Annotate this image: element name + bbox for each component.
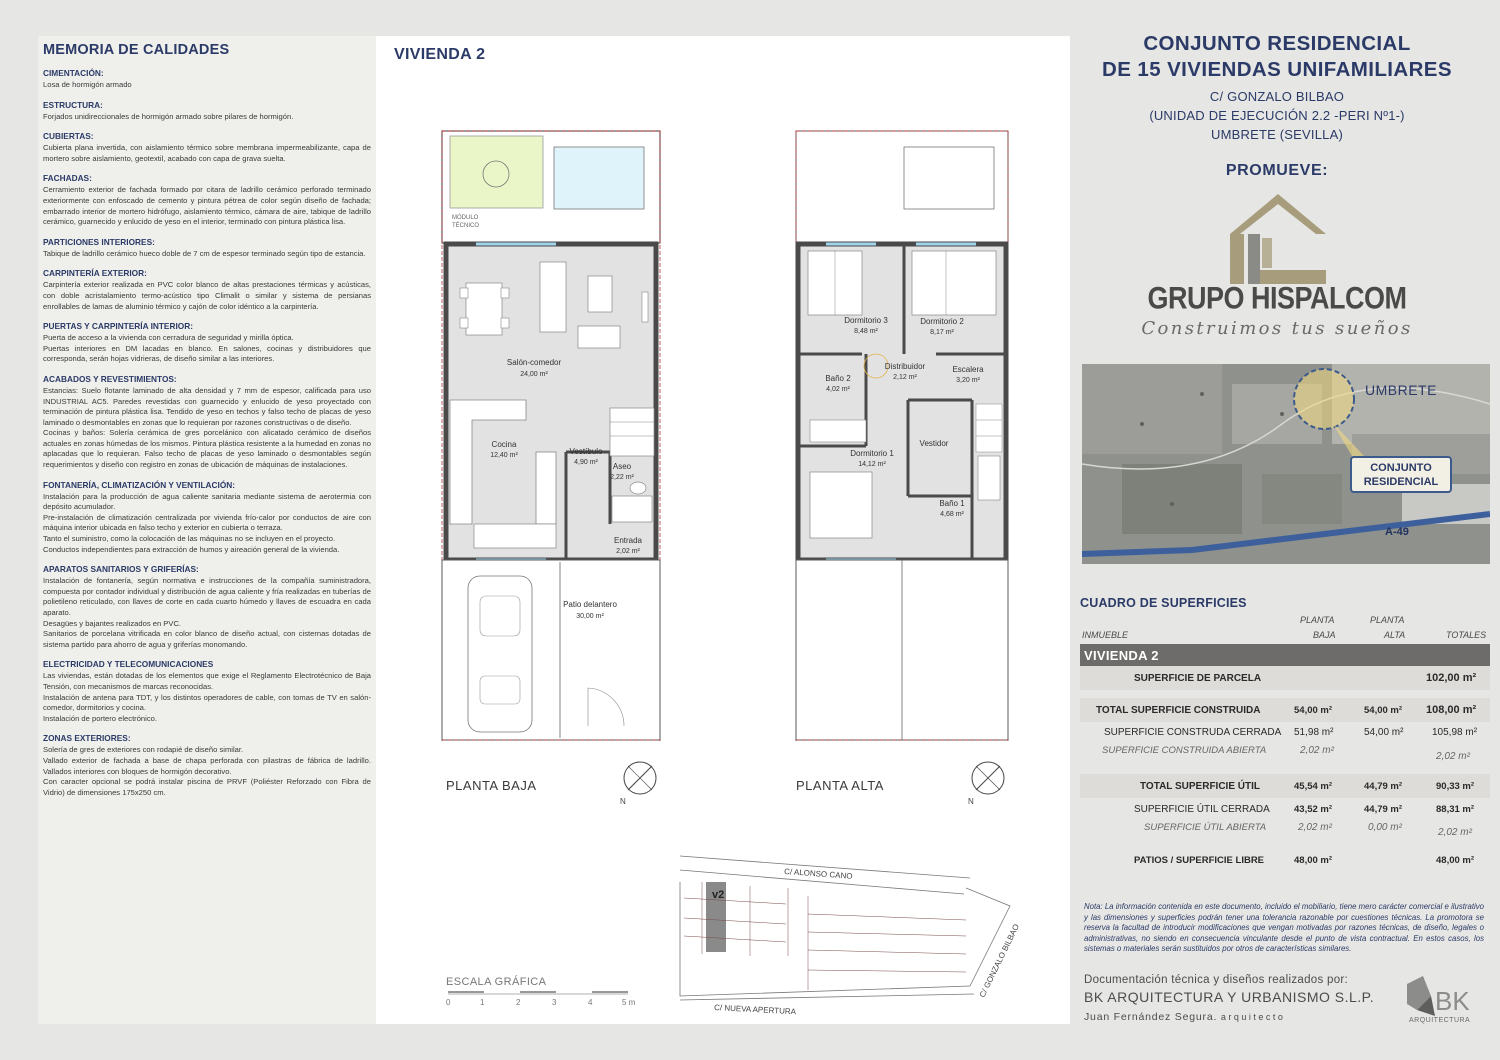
construida-cerrada-label: SUPERFICIE CONSTRUDA CERRADA xyxy=(1104,726,1282,738)
north-label-baja: N xyxy=(620,797,626,806)
north-arrow-alta xyxy=(968,762,1004,806)
row-util-abierta xyxy=(1080,817,1490,837)
architect-role: arquitecto xyxy=(1220,1012,1286,1022)
memoria-section-heading: CIMENTACIÓN: xyxy=(43,68,104,78)
memoria-section-text: Forjados unidireccionales de hormigón armado sobre pilares de hormigón. xyxy=(43,111,294,121)
room-label-entrada: Entrada xyxy=(613,536,643,545)
row-vivienda xyxy=(1080,644,1490,666)
util-abierta-alta: 0,00 m² xyxy=(1368,821,1402,833)
room-area-aseo: 2,22 m² xyxy=(610,474,634,481)
memoria-section xyxy=(43,321,371,365)
room-area-patio-delantero: 30,00 m² xyxy=(576,613,604,620)
patios-baja: 48,00 m² xyxy=(1294,854,1333,866)
memoria-section-heading: ELECTRICIDAD Y TELECOMUNICACIONES xyxy=(43,659,214,670)
room-label-escalera: Escalera xyxy=(952,365,984,374)
scale-tick: 3 xyxy=(552,998,557,1007)
construida-cerrada-alta: 54,00 m² xyxy=(1364,726,1404,738)
scale-tick: 4 xyxy=(588,998,593,1007)
memoria-section-text: Cerramiento exterior de fachada formado por citara de ladrillo cerámico perforado terminado exteriormente con enfoscado de cemento y pintura pétrea de color según diseño de fachada; embarrado interior de mortero hidrófugo, aislamiento térmico, cámara de aire, tabique de ladrillo cerámico, guarnecido y enlucido de yeso en el interior, terminado con pintura plástica lisa. xyxy=(43,185,371,227)
construida-cerrada-baja: 51,98 m² xyxy=(1294,726,1334,738)
util-cerrada-label: SUPERFICIE ÚTIL CERRADA xyxy=(1134,803,1270,815)
bk-arquitectura-logo xyxy=(1407,976,1473,1024)
memoria-section xyxy=(43,237,371,260)
util-total: 90,33 m² xyxy=(1436,780,1475,792)
room-label-dormitorio-1: Dormitorio 1 xyxy=(850,449,894,458)
memoria-section-text: Tanto el suministro, como la colocación de las máquinas no se incluyen en el proyecto. xyxy=(43,534,336,544)
memoria-section-heading: CUBIERTAS: xyxy=(43,131,94,142)
memoria-section-text: Cocinas y baños: Solería cerámica de gres porcelánico con alicatado cerámico de diseños actuales en zonas húmedas de los mismos. Pintura plástica resistente a la humedad en zonas no aplacadas que lo requieran. Falso techo de placas de yeso laminado o desmontables según requerimientos y diseño con registro en zonas de ubicación de máquinas de instalaciones. xyxy=(43,428,371,470)
modulo-tecnico-label-1: MÓDULO xyxy=(452,215,479,221)
memoria-section-heading: CARPINTERÍA EXTERIOR: xyxy=(43,268,147,279)
util-abierta-label: SUPERFICIE ÚTIL ABIERTA xyxy=(1144,821,1267,833)
construida-total: 108,00 m² xyxy=(1426,704,1477,716)
map-badge-conjunto xyxy=(1350,456,1452,493)
map-badge-line-1: CONJUNTO xyxy=(1370,462,1432,474)
memoria-section xyxy=(43,480,371,556)
construida-abierta-label: SUPERFICIE CONSTRUIDA ABIERTA xyxy=(1102,744,1267,756)
memoria-section-text: Estancias: Suelo flotante laminado de alta densidad y 7 mm de espesor, calificada para uso INDUSTRIAL AC5. Paredes revestidas con guarnecido y enlucido de yeso proyectado con terminación de pintura plástica lisa. Tendido de yeso en techos y falso techo de placas de yeso laminado o desmontables en zonas que lo requieran por razones constructivas o de diseño. xyxy=(43,385,371,427)
vivienda-label: VIVIENDA 2 xyxy=(1084,647,1159,663)
th-planta-2: PLANTA xyxy=(1370,615,1405,625)
construida-cerrada-total: 105,98 m² xyxy=(1432,726,1478,738)
room-area-escalera: 3,20 m² xyxy=(956,377,980,384)
util-baja: 45,54 m² xyxy=(1294,780,1333,792)
memoria-section xyxy=(43,564,371,650)
bk-logo-text: BK xyxy=(1435,986,1470,1016)
memoria-section xyxy=(43,68,371,91)
memoria-section-text: Con caracter opcional se podrá instalar piscina de PRVF (Poliéster Reforzado con Fibra de Vidrio) de dimensiones 175x250 cm. xyxy=(43,777,371,797)
room-label-bano-2: Baño 2 xyxy=(825,374,851,383)
scale-tick: 1 xyxy=(480,998,485,1007)
room-label-cocina: Cocina xyxy=(491,440,517,449)
construida-alta: 54,00 m² xyxy=(1364,704,1403,716)
memoria-section-text: Instalación de portero electrónico. xyxy=(43,713,157,723)
th-totales: TOTALES xyxy=(1446,630,1487,640)
location-map xyxy=(1082,364,1490,564)
room-area-dormitorio-3: 8,48 m² xyxy=(854,328,878,335)
room-label-dormitorio-2: Dormitorio 2 xyxy=(920,317,964,326)
memoria-sections xyxy=(43,68,371,798)
row-construida-cerrada xyxy=(1080,722,1490,742)
util-cerrada-total: 88,31 m² xyxy=(1436,803,1475,815)
memoria-section-text: Vallado exterior de fachada a base de chapa perforada con pilastras de fábrica de ladrillo. Vallados interiores con bloques de hormigón decorativo. xyxy=(43,755,371,776)
memoria-section xyxy=(43,131,371,164)
room-area-salon: 24,00 m² xyxy=(520,371,548,378)
memoria-section xyxy=(43,173,371,227)
promueve-label: PROMUEVE: xyxy=(1225,162,1329,179)
util-cerrada-baja: 43,52 m² xyxy=(1294,803,1333,815)
right-panel xyxy=(1070,32,1490,1024)
project-title-line-1: CONJUNTO RESIDENCIAL xyxy=(1143,32,1411,55)
memoria-section-text: Tabique de ladrillo cerámico hueco doble de 7 cm de espesor terminado según tipo de estancia. xyxy=(43,248,366,258)
scale-tick: 2 xyxy=(516,998,521,1007)
north-arrow-baja xyxy=(620,762,656,806)
vivienda-title: VIVIENDA 2 xyxy=(394,46,486,63)
memoria-section xyxy=(43,733,371,798)
memoria-section-text: Losa de hormigón armado xyxy=(43,80,132,89)
address-line-1: C/ GONZALO BILBAO xyxy=(1209,89,1345,104)
memoria-title: MEMORIA DE CALIDADES xyxy=(43,42,230,58)
memoria-section-text: Puertas interiores en DM lacadas en blanco. En salones, cocinas y distribuidores que corresponda, serán hojas vidrieras, de diseño similar a las interiores. xyxy=(43,343,371,364)
room-label-aseo: Aseo xyxy=(612,462,632,471)
unit-tag-v2: v2 xyxy=(712,889,725,901)
room-label-distribuidor: Distribuidor xyxy=(884,362,926,371)
studio-name: BK ARQUITECTURA Y URBANISMO S.L.P. xyxy=(1084,989,1375,1005)
memoria-section-text: Conductos independientes para extracción de humos y aireación general de la vivienda. xyxy=(43,544,340,554)
memoria-section-text: Sanitarios de porcelana vitrificada en color blanco de diseño actual, con cisternas dotadas de sistema partido para ahorro de agua y griferías monomando. xyxy=(43,629,371,649)
planta-baja-label: PLANTA BAJA xyxy=(446,778,537,793)
bk-logo-mark xyxy=(1407,976,1473,1024)
memoria-section-text: Carpintería exterior realizada en PVC color blanco de altas prestaciones térmicas y acústicas, con doble acristalamiento termo-acústico tipo Climalit o similar y sistema de persianas enrollables de lamas de aluminio térmico y cajón de color idéntico a la carpintería. xyxy=(43,280,371,311)
room-area-cocina: 12,40 m² xyxy=(490,452,518,459)
memoria-section-text: Solería de gres de exteriores con rodapié de diseño similar. xyxy=(43,745,244,755)
th-baja: BAJA xyxy=(1313,630,1336,640)
memoria-section xyxy=(43,100,371,123)
memoria-section-text: Cubierta plana invertida, con aislamiento térmico sobre membrana impermeabilizante, capa de mortero sobre aislamiento, geotextil, acabado con capa de grava suelta. xyxy=(43,143,371,163)
row-total-construida xyxy=(1080,698,1490,722)
util-alta: 44,79 m² xyxy=(1364,780,1403,792)
memoria-section-heading: APARATOS SANITARIOS Y GRIFERÍAS: xyxy=(43,564,199,575)
escala-grafica-label: ESCALA GRÁFICA xyxy=(446,976,547,988)
project-title-line-2: DE 15 VIVIENDAS UNIFAMILIARES xyxy=(1102,58,1452,81)
util-label: TOTAL SUPERFICIE ÚTIL xyxy=(1140,780,1261,792)
floor-plans-drawing xyxy=(376,36,1070,1024)
address-line-2: (UNIDAD DE EJECUCIÓN 2.2 -PERI Nº1-) xyxy=(1149,108,1405,123)
architect-credit xyxy=(1084,1011,1285,1023)
room-area-bano-2: 4,02 m² xyxy=(826,386,850,393)
street-alonso-cano: C/ ALONSO CANO xyxy=(783,867,853,881)
room-area-entrada: 2,02 m² xyxy=(616,548,640,555)
plans-panel xyxy=(376,36,1070,1024)
cuadro-superficies-title: CUADRO DE SUPERFICIES xyxy=(1080,596,1247,610)
patios-total: 48,00 m² xyxy=(1436,854,1475,866)
map-badge-line-2: RESIDENCIAL xyxy=(1363,476,1439,488)
memoria-section xyxy=(43,268,371,312)
parcela-label: SUPERFICIE DE PARCELA xyxy=(1134,672,1262,684)
util-cerrada-alta: 44,79 m² xyxy=(1364,803,1403,815)
patios-label: PATIOS / SUPERFICIE LIBRE xyxy=(1134,854,1265,866)
memoria-section-heading: PUERTAS Y CARPINTERÍA INTERIOR: xyxy=(43,321,193,332)
memoria-calidades-panel xyxy=(38,36,376,1024)
memoria-section xyxy=(43,374,371,471)
hispalcom-slogan: Construimos tus sueños xyxy=(1141,318,1413,339)
hispalcom-wordmark: GRUPO HISPALCOM xyxy=(1147,280,1407,316)
construida-label: TOTAL SUPERFICIE CONSTRUIDA xyxy=(1096,704,1261,716)
graphic-scale xyxy=(448,992,628,994)
row-patios xyxy=(1080,850,1490,870)
room-label-salon: Salón-comedor xyxy=(506,358,562,367)
memoria-section-heading: FACHADAS: xyxy=(43,173,92,184)
memoria-section-text: Pre-instalación de climatización centralizada por vivienda frío-calor por conductos de aire con máquina interior ubicada en falso techo y exterior en cubierta o terraza. xyxy=(43,512,371,533)
room-area-distribuidor: 2,12 m² xyxy=(893,374,917,381)
memoria-section-text: Instalación de fontanería, según normativa e instrucciones de la compañía suministradora, compuesta por contador individual y distribución de agua caliente y fría realizadas en tuberías de polietileno reticulado, con llaves de corte en cada cuarto húmedo y llaves de escuadra en cada aparato. xyxy=(43,576,371,617)
memoria-section-text: Instalación de antena para TDT, y los distintos operadores de cable, con tomas de TV en salón-comedor, dormitorios y cocina. xyxy=(43,692,371,713)
th-planta-1: PLANTA xyxy=(1300,615,1335,625)
memoria-section xyxy=(43,659,371,724)
room-area-bano-1: 4,68 m² xyxy=(940,511,964,518)
room-label-vestibulo: Vestíbulo xyxy=(569,447,603,456)
map-label-umbrete: UMBRETE xyxy=(1365,382,1437,398)
room-area-vestibulo: 4,90 m² xyxy=(574,459,598,466)
memoria-section-heading: ZONAS EXTERIORES: xyxy=(43,733,131,744)
construida-abierta-total: 2,02 m² xyxy=(1436,750,1470,762)
room-area-dormitorio-2: 8,17 m² xyxy=(930,329,954,336)
room-area-dormitorio-1: 14,12 m² xyxy=(858,461,886,468)
scale-tick: 5 m xyxy=(622,998,636,1007)
room-label-bano-1: Baño 1 xyxy=(939,499,965,508)
situation-plan xyxy=(680,856,1021,1016)
row-util-cerrada xyxy=(1080,799,1490,819)
street-nueva-apertura: C/ NUEVA APERTURA xyxy=(713,1003,797,1017)
documentacion-tecnica-label: Documentación técnica y diseños realizados por: xyxy=(1084,974,1349,986)
scale-tick: 0 xyxy=(446,998,451,1007)
planta-alta-plan xyxy=(796,131,1008,741)
memoria-section-text: Desagües y bajantes realizados en PVC. xyxy=(43,618,182,628)
planta-baja-plan xyxy=(442,131,660,741)
modulo-tecnico-label-2: TÉCNICO xyxy=(452,223,479,229)
hispalcom-logo-mark xyxy=(1228,192,1328,284)
memoria-section-heading: ACABADOS Y REVESTIMIENTOS: xyxy=(43,373,177,384)
row-total-util xyxy=(1080,774,1490,798)
row-parcela xyxy=(1080,666,1490,690)
util-abierta-baja: 2,02 m² xyxy=(1298,821,1332,833)
memoria-section-text: Las viviendas, están dotadas de los elementos que exige el Reglamento Electrotécnico de Baja Tensión, con mecanismos de marcas reconocidas. xyxy=(43,671,371,691)
memoria-section-text: Instalación para la producción de agua caliente sanitaria mediante sistema de aerotermia con depósito acumulador. xyxy=(43,491,371,512)
memoria-section-text: Puerta de acceso a la vivienda con cerradura de seguridad y mirilla óptica. xyxy=(43,333,294,343)
util-abierta-total: 2,02 m² xyxy=(1438,826,1472,838)
parcela-total: 102,00 m² xyxy=(1426,672,1477,684)
street-gonzalo-bilbao: C/ GONZALO BILBAO xyxy=(977,922,1022,999)
architect-name: Juan Fernández Segura. xyxy=(1084,1011,1218,1023)
row-construida-abierta xyxy=(1080,740,1490,760)
room-label-vestidor: Vestidor xyxy=(919,439,949,448)
th-inmueble: INMUEBLE xyxy=(1082,630,1129,640)
address-line-3: UMBRETE (SEVILLA) xyxy=(1211,127,1343,142)
map-road-label: A-49 xyxy=(1385,526,1409,538)
memoria-section-heading: FONTANERÍA, CLIMATIZACIÓN Y VENTILACIÓN: xyxy=(43,479,236,490)
memoria-section-heading: PARTICIONES INTERIORES: xyxy=(43,236,155,247)
memoria-section-heading: ESTRUCTURA: xyxy=(43,99,103,110)
th-alta: ALTA xyxy=(1384,630,1406,640)
bk-logo-sub: ARQUITECTURA xyxy=(1409,1017,1471,1024)
north-label-alta: N xyxy=(968,797,974,806)
room-label-dormitorio-3: Dormitorio 3 xyxy=(844,316,888,325)
planta-alta-label: PLANTA ALTA xyxy=(796,778,884,793)
construida-abierta-baja: 2,02 m² xyxy=(1300,744,1334,756)
room-label-patio-delantero: Patio delantero xyxy=(563,600,617,609)
construida-baja: 54,00 m² xyxy=(1294,704,1333,716)
disclaimer-note: Nota: La información contenida en este documento, incluido el mobiliario, tiene mero carácter comercial e ilustrativo y las dimensiones y superficies podrán tener una tolerancia razonable por cuestiones técnicas. La promotora se reserva la facultad de introducir modificaciones que vengan motivadas por razones técnicas, de diseño, legales o administrativas, no siendo en consecuencia vinculante desde el punto de vista contractual. En estos casos, los sistemas o materiales serán sustituidos por otros de características similares. xyxy=(1084,902,1484,953)
